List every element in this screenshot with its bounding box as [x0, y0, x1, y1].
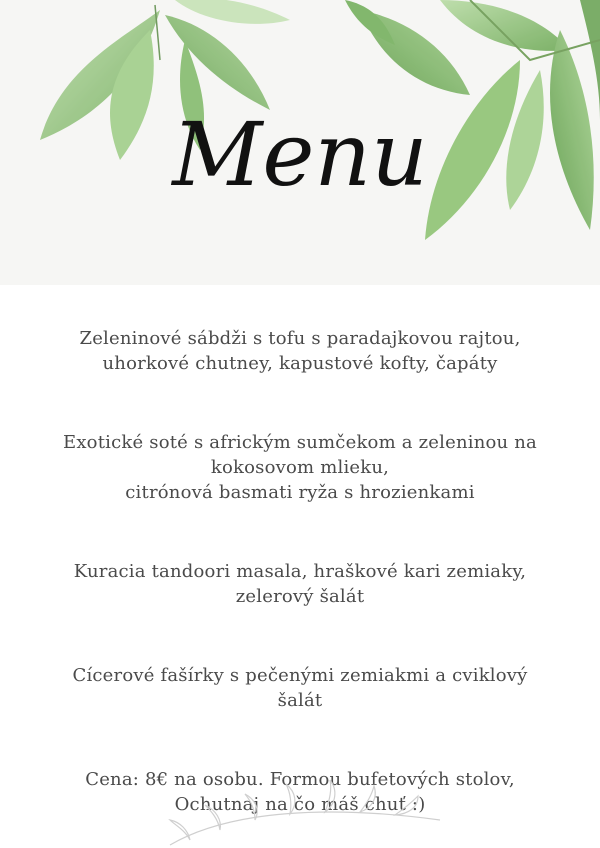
menu-item-line: zelerový šalát: [235, 586, 365, 607]
menu-item-line: citrónová basmati ryža s hrozienkami: [125, 482, 475, 503]
leaf-header: [0, 0, 600, 285]
branch-ornament-icon: [150, 750, 450, 848]
menu-item-line: Zeleninové sábdži s tofu s paradajkovou rajtou,: [79, 328, 521, 349]
menu-item-line: kokosovom mlieku,: [210, 457, 390, 478]
slogan-line: Ochutnaj na čo máš chuť :): [174, 794, 426, 815]
page-title: [0, 0, 600, 285]
menu-item: [40, 663, 560, 713]
menu-item: [40, 559, 560, 609]
menu-item-line: Kuracia tandoori masala, hraškové kari zemiaky,: [73, 561, 527, 582]
menu-item: [40, 430, 560, 505]
price-line: Cena: 8€ na osobu. Formou bufetových stolov,: [85, 769, 515, 790]
menu-item: [40, 326, 560, 376]
menu-list: [40, 326, 560, 817]
menu-item-line: uhorkové chutney, kapustové kofty, čapáty: [102, 353, 498, 374]
menu-title-text: Menu: [172, 103, 428, 206]
menu-item-line: Exotické soté s africkým sumčekom a zeleninou na: [62, 432, 537, 453]
menu-item-line: Cícerové fašírky s pečenými zemiakmi a cviklový: [72, 665, 528, 686]
menu-item-line: šalát: [277, 690, 323, 711]
